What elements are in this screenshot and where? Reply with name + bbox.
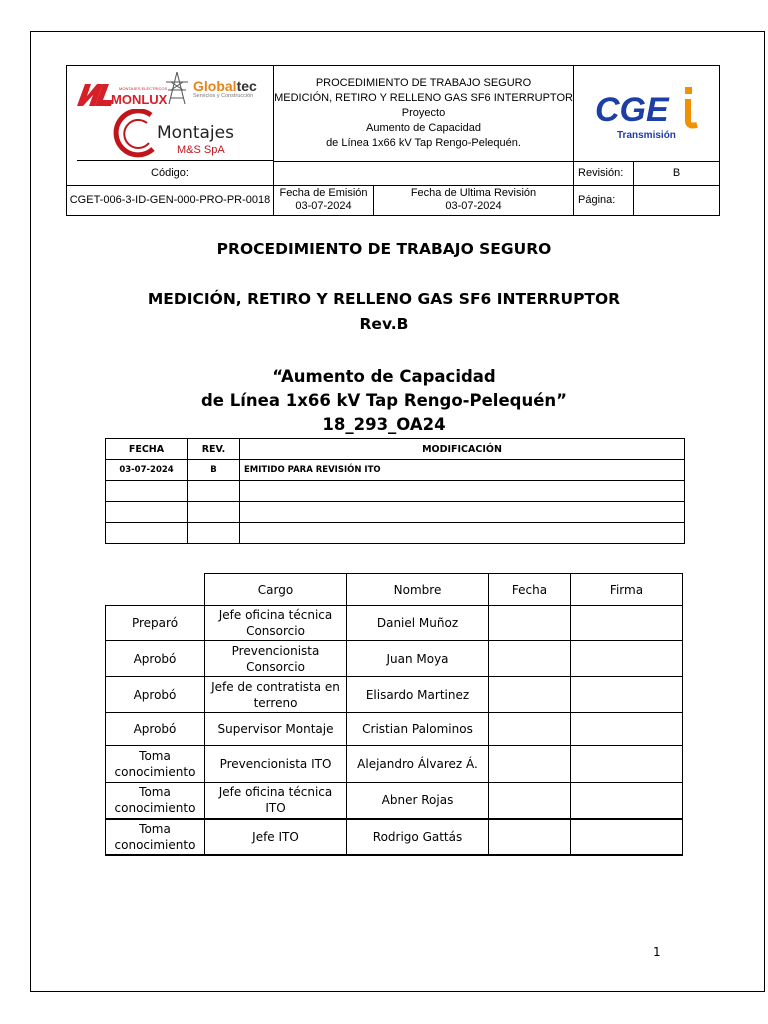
fecha-emision-value: 03-07-2024 (295, 200, 352, 212)
fecha-emision (274, 185, 374, 215)
sign-nombre: Elisardo Martinez (347, 677, 489, 713)
sign-cargo: Jefe de contratista en terreno (205, 677, 347, 713)
table-row (106, 523, 685, 544)
header-title-line: Aumento de Capacidad (366, 121, 481, 134)
sign-role: Toma conocimiento (106, 783, 205, 819)
cge-logo (587, 77, 707, 147)
header-title-line: de Línea 1x66 kV Tap Rengo-Pelequén. (326, 136, 521, 149)
sign-nombre: Abner Rojas (347, 783, 489, 819)
sign-role: Preparó (106, 606, 205, 641)
company-logos (67, 66, 274, 162)
sign-firma (571, 819, 683, 855)
codigo-label: Código: (67, 161, 274, 185)
codigo-value: CGET-006-3-ID-GEN-000-PRO-PR-0018 (67, 185, 274, 215)
rev-cell (106, 481, 188, 502)
montajes-swoosh-icon (111, 109, 161, 159)
cge-name: CGE (594, 90, 669, 129)
pagina-label: Página: (574, 185, 634, 215)
table-row (106, 460, 685, 481)
sign-firma (571, 606, 683, 641)
sign-nombre: Alejandro Álvarez Á. (347, 746, 489, 783)
sign-fecha (489, 746, 571, 783)
fecha-ultima (374, 185, 574, 215)
fecha-ultima-label: Fecha de Ultima Revisión (410, 187, 537, 199)
rev-cell: EMITIDO PARA REVISIÓN ITO (240, 460, 685, 481)
rev-header-modificacion: MODIFICACIÓN (240, 439, 685, 460)
signature-table (105, 573, 683, 856)
table-row (106, 641, 683, 677)
subtitle: MEDICIÓN, RETIRO Y RELLENO GAS SF6 INTERRUPTOR (147, 290, 621, 308)
montajes-sub: M&S SpA (177, 144, 225, 156)
rev-cell (240, 523, 685, 544)
sign-nombre: Daniel Muñoz (347, 606, 489, 641)
fecha-emision-label: Fecha de Emisión (279, 187, 368, 199)
sign-cargo: Jefe oficina técnica Consorcio (205, 606, 347, 641)
sign-cargo: Prevencionista ITO (205, 746, 347, 783)
sign-fecha (489, 713, 571, 746)
sign-firma (571, 677, 683, 713)
revision-table (105, 438, 685, 544)
document-header (66, 65, 720, 216)
table-row (106, 502, 685, 523)
fecha-ultima-value: 03-07-2024 (445, 200, 502, 212)
sign-fecha (489, 783, 571, 819)
sign-header-nombre: Nombre (347, 574, 489, 606)
sign-nombre: Rodrigo Gattás (347, 819, 489, 855)
rev-cell (188, 481, 240, 502)
rev-cell: 03-07-2024 (106, 460, 188, 481)
sign-fecha (489, 819, 571, 855)
rev-cell (188, 523, 240, 544)
globaltec-tagline: Servicios y Construcción (193, 93, 254, 99)
rev-cell: B (188, 460, 240, 481)
document-title-block (274, 66, 574, 162)
header-title-line: Proyecto (401, 106, 446, 119)
sign-header-fecha: Fecha (489, 574, 571, 606)
revision-label: Revisión: (574, 161, 634, 185)
table-row (106, 677, 683, 713)
sign-cargo: Prevencionista Consorcio (205, 641, 347, 677)
pagina-value (634, 185, 720, 215)
table-row (106, 606, 683, 641)
cge-logo-cell (574, 66, 720, 162)
sign-role: Toma conocimiento (106, 819, 205, 855)
revision-title: Rev.B (359, 315, 409, 333)
sign-fecha (489, 641, 571, 677)
table-row (106, 746, 683, 783)
globaltec-part-a: Global (193, 78, 237, 94)
monlux-name: MONLUX (111, 92, 168, 107)
project-title-2: de Línea 1x66 kV Tap Rengo-Pelequén” (201, 391, 567, 410)
empty-corner (106, 574, 205, 606)
revision-value: B (634, 161, 720, 185)
rev-header-fecha: FECHA (106, 439, 188, 460)
main-title: PROCEDIMIENTO DE TRABAJO SEGURO (216, 240, 552, 258)
rev-cell (240, 502, 685, 523)
sign-role: Aprobó (106, 677, 205, 713)
sign-role: Aprobó (106, 641, 205, 677)
table-row (106, 481, 685, 502)
sign-fecha (489, 606, 571, 641)
rev-header-rev: REV. (188, 439, 240, 460)
sign-role: Aprobó (106, 713, 205, 746)
header-title-line: MEDICIÓN, RETIRO Y RELLENO GAS SF6 INTERRUPTOR (274, 91, 573, 104)
rev-cell (188, 502, 240, 523)
sign-firma (571, 641, 683, 677)
sign-nombre: Cristian Palominos (347, 713, 489, 746)
sign-firma (571, 713, 683, 746)
sign-firma (571, 746, 683, 783)
sign-firma (571, 783, 683, 819)
rev-cell (106, 523, 188, 544)
sign-fecha (489, 677, 571, 713)
sign-header-firma: Firma (571, 574, 683, 606)
project-title-1: “Aumento de Capacidad (272, 367, 496, 386)
sign-cargo: Supervisor Montaje (205, 713, 347, 746)
globaltec-logo (193, 78, 257, 99)
monlux-tagline: MONTAJES ELÉCTRICOS (119, 86, 168, 91)
table-row (106, 819, 683, 855)
rev-cell (240, 481, 685, 502)
sign-cargo: Jefe oficina técnica ITO (205, 783, 347, 819)
table-row (106, 713, 683, 746)
tower-icon (163, 70, 191, 106)
page-number: 1 (653, 945, 661, 959)
sign-role: Toma conocimiento (106, 746, 205, 783)
project-code: 18_293_OA24 (322, 415, 446, 434)
rev-cell (106, 502, 188, 523)
globaltec-part-b: tec (236, 78, 257, 94)
montajes-logo: Montajes (157, 123, 234, 143)
sign-cargo: Jefe ITO (205, 819, 347, 855)
sign-header-cargo: Cargo (205, 574, 347, 606)
sign-nombre: Juan Moya (347, 641, 489, 677)
table-row (106, 783, 683, 819)
cge-sub: Transmisión (616, 129, 676, 141)
header-title-line: PROCEDIMIENTO DE TRABAJO SEGURO (315, 76, 532, 89)
